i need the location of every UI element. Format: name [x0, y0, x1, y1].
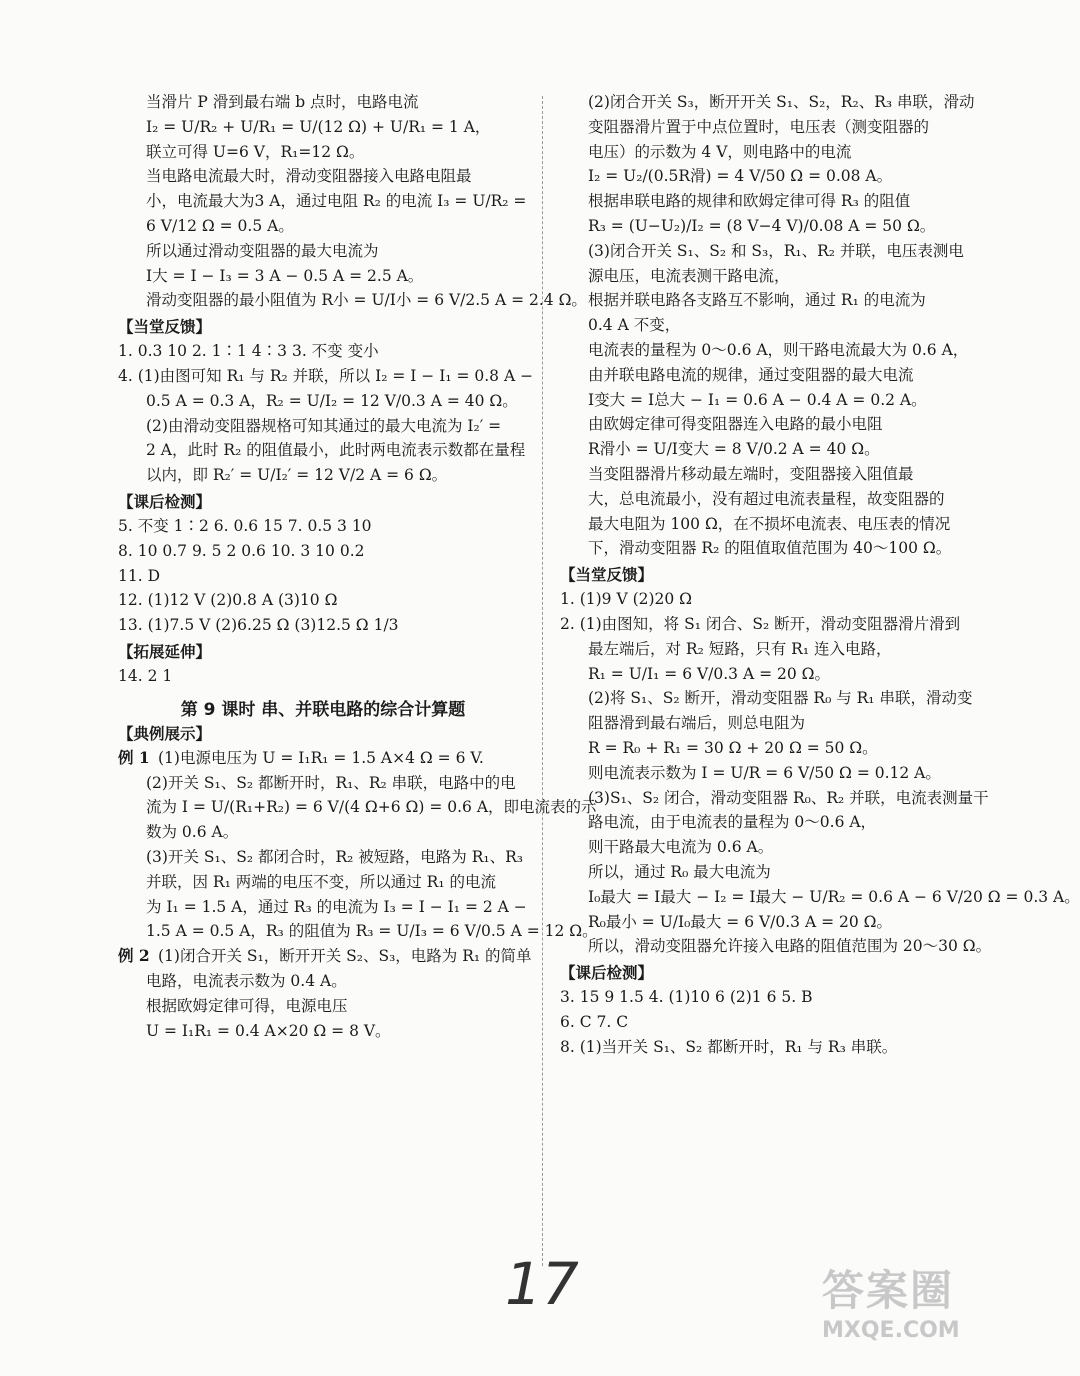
text-line: 流为 I = U/(R₁+R₂) = 6 V/(4 Ω+6 Ω) = 0.6 A，即电流表的示: [146, 798, 597, 817]
column-divider: [542, 96, 543, 1266]
text-line: 最左端后，对 R₂ 短路，只有 R₁ 连入电路，: [588, 639, 892, 658]
answer-line: 2. (1)由图知，将 S₁ 闭合、S₂ 断开，滑动变阻器滑片滑到: [560, 614, 961, 633]
text-line: 电路，电流表示数为 0.4 A。: [146, 971, 347, 990]
text-line: 路电流，由于电流表的量程为 0～0.6 A，: [588, 813, 877, 832]
watermark-url: MXQE.COM: [822, 1318, 960, 1343]
text-line: I₂ = U/R₂ + U/R₁ = U/(12 Ω) + U/R₁ = 1 A，: [146, 117, 491, 136]
text-line: 当变阻器滑片移动最左端时，变阻器接入阻值最: [588, 464, 914, 483]
text-line: 大，总电流最小，没有超过电流表量程，故变阻器的: [588, 489, 945, 508]
text-line: U = I₁R₁ = 0.4 A×20 Ω = 8 V。: [146, 1021, 391, 1040]
text-line: 所以，通过 R₀ 最大电流为: [588, 862, 771, 881]
text-line: R₀最小 = U/I₀最大 = 6 V/0.3 A = 20 Ω。: [588, 912, 893, 931]
text-line: 阻器滑到最右端后，则总电阻为: [588, 714, 806, 733]
section-heading: 【当堂反馈】: [118, 318, 212, 337]
text-line: 源电压，电流表测干路电流，: [588, 266, 790, 285]
text-line: 变阻器滑片置于中点位置时，电压表（测变阻器的: [588, 117, 930, 136]
answer-line: 14. 2 1: [118, 666, 173, 685]
text-line: 为 I₁ = 1.5 A，通过 R₃ 的电流为 I₃ = I − I₁ = 2 A −: [146, 897, 527, 916]
answer-line: 1. 0.3 10 2. 1∶1 4∶3 3. 不变 变小: [118, 342, 379, 361]
right-column: [560, 90, 1080, 1059]
text-line: 电压）的示数为 4 V，则电路中的电流: [588, 142, 852, 161]
section-heading: 【课后检测】: [560, 964, 654, 983]
text-line: 当电路电流最大时，滑动变阻器接入电路电阻最: [146, 167, 472, 186]
answer-line: 13. (1)7.5 V (2)6.25 Ω (3)12.5 Ω 1/3: [118, 616, 399, 635]
section-heading: 【拓展延伸】: [118, 642, 212, 661]
example-text: (1)电源电压为 U = I₁R₁ = 1.5 A×4 Ω = 6 V.: [158, 748, 484, 767]
text-line: 则电流表示数为 I = U/R = 6 V/50 Ω = 0.12 A。: [588, 763, 941, 782]
text-line: 以内，即 R₂′ = U/I₂′ = 12 V/2 A = 6 Ω。: [146, 466, 448, 485]
text-line: 则干路最大电流为 0.6 A。: [588, 838, 774, 857]
text-line: (3)闭合开关 S₁、S₂ 和 S₃，R₁、R₂ 并联，电压表测电: [588, 241, 964, 260]
text-line: 根据并联电路各支路互不影响，通过 R₁ 的电流为: [588, 291, 926, 310]
answer-line: 6. C 7. C: [560, 1012, 629, 1031]
text-line: R₃ = (U−U₂)/I₂ = (8 V−4 V)/0.08 A = 50 Ω。: [588, 216, 936, 235]
text-line: (2)由滑动变阻器规格可知其通过的最大电流为 I₂′ =: [146, 416, 502, 435]
text-line: 2 A，此时 R₂ 的阻值最小，此时两电流表示数都在量程: [146, 441, 526, 460]
answer-line: 8. (1)当开关 S₁、S₂ 都断开时，R₁ 与 R₃ 串联。: [560, 1037, 898, 1056]
text-line: 1.5 A = 0.5 A，R₃ 的阻值为 R₃ = U/I₃ = 6 V/0.5 A = 12 Ω。: [146, 922, 598, 941]
handwritten-page-number: 17: [505, 1250, 579, 1318]
text-line: 由欧姆定律可得变阻器连入电路的最小电阻: [588, 415, 883, 434]
text-line: (3)S₁、S₂ 闭合，滑动变阻器 R₀、R₂ 并联，电流表测量干: [588, 788, 989, 807]
example-label: 例 2: [118, 946, 150, 966]
text-line: I变大 = I总大 − I₁ = 0.6 A − 0.4 A = 0.2 A。: [588, 390, 927, 409]
text-line: 由并联电路电流的规律，通过变阻器的最大电流: [588, 365, 914, 384]
watermark: [822, 1258, 990, 1370]
text-line: 最大电阻为 100 Ω，在不损坏电流表、电压表的情况: [588, 514, 951, 533]
text-line: 6 V/12 Ω = 0.5 A。: [146, 216, 294, 235]
text-line: R滑小 = U/I变大 = 8 V/0.2 A = 40 Ω。: [588, 440, 880, 459]
answer-line: 11. D: [118, 566, 161, 585]
example-text: (1)闭合开关 S₁，断开开关 S₂、S₃，电路为 R₁ 的简单: [158, 947, 532, 966]
text-line: 电流表的量程为 0～0.6 A，则干路电流最大为 0.6 A，: [588, 340, 969, 359]
text-line: I₂ = U₂/(0.5R滑) = 4 V/50 Ω = 0.08 A。: [588, 167, 893, 186]
section-heading: 【当堂反馈】: [560, 566, 654, 585]
answer-line: 12. (1)12 V (2)0.8 A (3)10 Ω: [118, 591, 338, 610]
example-label: 例 1: [118, 747, 150, 767]
answer-line: 1. (1)9 V (2)20 Ω: [560, 590, 693, 609]
text-line: 滑动变阻器的最小阻值为 R小 = U/I小 = 6 V/2.5 A = 2.4 Ω。: [146, 291, 587, 310]
text-line: R₁ = U/I₁ = 6 V/0.3 A = 20 Ω。: [588, 664, 831, 683]
text-line: 当滑片 P 滑到最右端 b 点时，电路电流: [146, 93, 419, 111]
section-heading: 【课后检测】: [118, 492, 212, 511]
text-line: 并联，因 R₁ 两端的电压不变，所以通过 R₁ 的电流: [146, 872, 496, 891]
answer-line: 8. 10 0.7 9. 5 2 0.6 10. 3 10 0.2: [118, 541, 365, 560]
text-line: (2)闭合开关 S₃，断开开关 S₁、S₂，R₂、R₃ 串联，滑动: [588, 93, 975, 111]
text-line: 联立可得 U=6 V，R₁=12 Ω。: [146, 142, 365, 161]
watermark-logo: 答案圈: [822, 1266, 955, 1315]
text-line: (2)开关 S₁、S₂ 都断开时，R₁、R₂ 串联，电路中的电: [146, 773, 516, 792]
text-line: 小，电流最大为3 A，通过电阻 R₂ 的电流 I₃ = U/R₂ =: [146, 192, 527, 211]
answer-line: 5. 不变 1∶2 6. 0.6 15 7. 0.5 3 10: [118, 516, 372, 535]
text-line: 0.5 A = 0.3 A，R₂ = U/I₂ = 12 V/0.3 A = 40 Ω。: [146, 391, 518, 410]
answer-line: 3. 15 9 1.5 4. (1)10 6 (2)1 6 5. B: [560, 988, 813, 1007]
text-line: I₀最大 = I最大 − I₂ = I最大 − U/R₂ = 0.6 A − 6 V/20 Ω = 0.3 A。: [588, 887, 1080, 906]
text-line: 根据欧姆定律可得，电源电压: [146, 996, 348, 1015]
text-line: 所以，滑动变阻器允许接入电路的阻值范围为 20～30 Ω。: [588, 937, 992, 956]
example-line: [118, 746, 528, 771]
text-line: I大 = I − I₃ = 3 A − 0.5 A = 2.5 A。: [146, 266, 424, 285]
text-line: 所以通过滑动变阻器的最大电流为: [146, 241, 379, 260]
text-line: 数为 0.6 A。: [146, 823, 239, 842]
text-line: (2)将 S₁、S₂ 断开，滑动变阻器 R₀ 与 R₁ 串联，滑动变: [588, 689, 973, 708]
text-line: (3)开关 S₁、S₂ 都闭合时，R₂ 被短路，电路为 R₁、R₃: [146, 847, 523, 866]
example-line: [118, 944, 532, 969]
answer-line: 4. (1)由图可知 R₁ 与 R₂ 并联，所以 I₂ = I − I₁ = 0.8 A −: [118, 366, 534, 385]
section-heading: 【典例展示】: [118, 724, 212, 743]
text-line: 0.4 A 不变，: [588, 316, 681, 335]
text-line: 根据串联电路的规律和欧姆定律可得 R₃ 的阻值: [588, 192, 911, 211]
lesson-title: 第 9 课时 串、并联电路的综合计算题: [180, 699, 466, 720]
text-line: 下，滑动变阻器 R₂ 的阻值取值范围为 40～100 Ω。: [588, 539, 952, 558]
text-line: R = R₀ + R₁ = 30 Ω + 20 Ω = 50 Ω。: [588, 738, 878, 757]
